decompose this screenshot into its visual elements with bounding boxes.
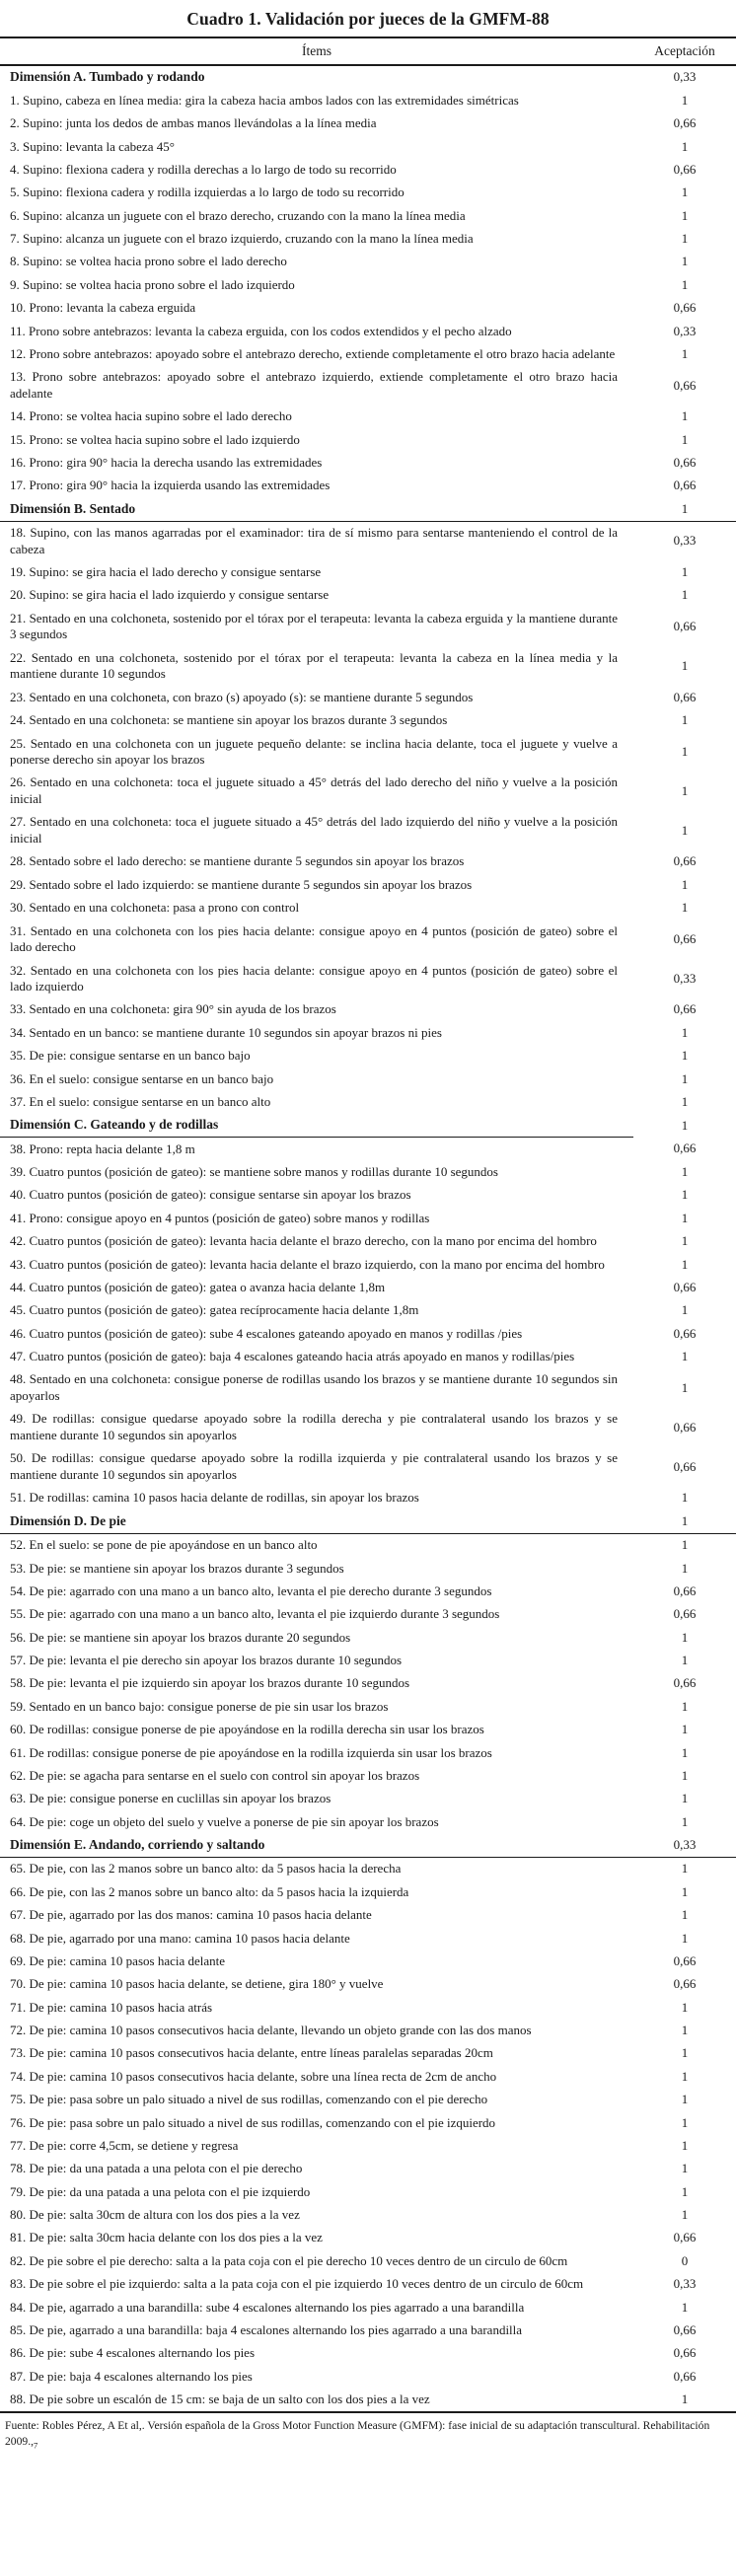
acceptance-value: 1: [681, 1379, 689, 1395]
dimension-row: [0, 497, 736, 521]
item-row: [0, 1581, 736, 1603]
acceptance-value: 0,66: [673, 689, 697, 704]
item-text: 33. Sentado en una colchoneta: gira 90° sin ayuda de los brazos: [10, 1001, 336, 1017]
acceptance-value: 1: [681, 1024, 689, 1040]
acceptance-value: 0,66: [673, 1279, 697, 1294]
item-row: [0, 89, 736, 111]
item-text: 84. De pie, agarrado a una barandilla: sube 4 escalones alternando los pies agarrado a una barandilla: [10, 2299, 525, 2315]
item-text: 16. Prono: gira 90° hacia la derecha usando las extremidades: [10, 454, 323, 470]
item-row: [0, 1207, 736, 1229]
item-row: [0, 2180, 736, 2203]
item-row: [0, 1021, 736, 1044]
acceptance-value: 1: [681, 1233, 689, 1249]
acceptance-value: 0,33: [673, 533, 697, 549]
item-row: [0, 228, 736, 251]
acceptance-value: 1: [681, 2207, 689, 2223]
acceptance-value: 1: [681, 1210, 689, 1225]
item-row: [0, 1672, 736, 1695]
reference-superscript: 7: [33, 2439, 38, 2450]
acceptance-value: 0,66: [673, 1976, 697, 1992]
acceptance-value: 0,66: [673, 1606, 697, 1622]
item-row: [0, 772, 736, 811]
acceptance-value: 1: [681, 1907, 689, 1923]
item-text: 2. Supino: junta los dedos de ambas manos llevándolas a la línea media: [10, 115, 377, 131]
acceptance-value: 1: [681, 782, 689, 798]
item-row: [0, 2342, 736, 2365]
source-note-text: Fuente: Robles Pérez, A Et al,. Versión española de la Gross Motor Function Measure (GMFM): fase inicial de su adaptación transcultural. Rehabilitación 2009.,: [5, 2419, 710, 2448]
item-row: [0, 452, 736, 475]
validation-table: [0, 37, 736, 2413]
item-text: 4. Supino: flexiona cadera y rodilla derechas a lo largo de todo su recorrido: [10, 161, 397, 177]
item-row: [0, 1138, 736, 1161]
acceptance-value: 1: [681, 1813, 689, 1829]
item-row: [0, 366, 736, 405]
acceptance-value: 1: [681, 1117, 689, 1133]
acceptance-value: 1: [681, 1744, 689, 1760]
item-text: 43. Cuatro puntos (posición de gateo): levanta hacia delante el brazo izquierdo, con la mano por encima del hombro: [10, 1256, 605, 1272]
item-text: 29. Sentado sobre el lado izquierdo: se mantiene durante 5 segundos sin apoyar los brazos: [10, 876, 473, 892]
item-row: [0, 2020, 736, 2042]
item-row: [0, 1277, 736, 1299]
item-row: [0, 2065, 736, 2088]
item-row: [0, 686, 736, 708]
item-text: 64. De pie: coge un objeto del suelo y vuelve a ponerse de pie sin apoyar los brazos: [10, 1813, 439, 1829]
acceptance-value: 1: [681, 1722, 689, 1737]
dimension-row: [0, 1114, 736, 1138]
item-row: [0, 873, 736, 896]
item-text: 30. Sentado en una colchoneta: pasa a prono con control: [10, 900, 300, 916]
acceptance-value: 1: [681, 1302, 689, 1318]
acceptance-value: 1: [681, 587, 689, 603]
item-text: 63. De pie: consigue ponerse en cuclillas sin apoyar los brazos: [10, 1791, 331, 1806]
item-row: [0, 2158, 736, 2180]
acceptance-value: 0,66: [673, 1419, 697, 1435]
acceptance-value: 1: [681, 2161, 689, 2176]
item-text: 70. De pie: camina 10 pasos hacia delante, se detiene, gira 180° y vuelve: [10, 1976, 384, 1992]
item-text: 51. De rodillas: camina 10 pasos hacia delante de rodillas, sin apoyar los brazos: [10, 1490, 419, 1506]
item-text: 87. De pie: baja 4 escalones alternando los pies: [10, 2368, 253, 2384]
acceptance-value: 1: [633, 1509, 736, 1533]
acceptance-value: 0: [681, 2252, 689, 2268]
item-row: [0, 920, 736, 959]
acceptance-value: 1: [681, 231, 689, 247]
item-text: 22. Sentado en una colchoneta, sostenido por el tórax por el terapeuta: levanta la cabeza en la línea media y la mantiene durante 10 segundos: [10, 649, 618, 682]
acceptance-value: 1: [681, 712, 689, 728]
item-text: 10. Prono: levanta la cabeza erguida: [10, 300, 196, 316]
item-row: [0, 1650, 736, 1672]
item-row: [0, 1091, 736, 1114]
acceptance-value: 1: [681, 138, 689, 154]
item-row: [0, 2249, 736, 2272]
acceptance-value: 0,66: [673, 1675, 697, 1691]
item-text: 80. De pie: salta 30cm de altura con los dos pies a la vez: [10, 2207, 300, 2223]
item-row: [0, 998, 736, 1021]
item-text: 36. En el suelo: consigue sentarse en un banco bajo: [10, 1070, 274, 1086]
item-text: 44. Cuatro puntos (posición de gateo): gatea o avanza hacia delante 1,8m: [10, 1279, 386, 1294]
acceptance-value: 1: [681, 2045, 689, 2061]
item-row: [0, 1765, 736, 1788]
item-row: [0, 475, 736, 497]
item-text: 19. Supino: se gira hacia el lado derecho y consigue sentarse: [10, 564, 322, 580]
item-row: [0, 1927, 736, 1950]
item-text: 13. Prono sobre antebrazos: apoyado sobre el antebrazo izquierdo, extiende completamente el otro brazo hacia adelante: [10, 369, 618, 401]
acceptance-value: 1: [681, 564, 689, 580]
item-text: 45. Cuatro puntos (posición de gateo): gatea recíprocamente hacia delante 1,8m: [10, 1302, 419, 1318]
item-row: [0, 1322, 736, 1345]
acceptance-value: 0,66: [673, 161, 697, 177]
item-row: [0, 811, 736, 850]
item-text: 46. Cuatro puntos (posición de gateo): sube 4 escalones gateando apoyado en manos y rodillas /pies: [10, 1325, 523, 1341]
item-text: 42. Cuatro puntos (posición de gateo): levanta hacia delante el brazo derecho, con la mano por encima del hombro: [10, 1233, 597, 1249]
acceptance-value: 1: [681, 1070, 689, 1086]
item-row: [0, 428, 736, 451]
acceptance-value: 0,33: [673, 323, 697, 338]
acceptance-value: 0,66: [673, 1325, 697, 1341]
item-text: 35. De pie: consigue sentarse en un banco bajo: [10, 1048, 251, 1064]
item-text: 65. De pie, con las 2 manos sobre un banco alto: da 5 pasos hacia la derecha: [10, 1861, 402, 1877]
item-text: 56. De pie: se mantiene sin apoyar los brazos durante 20 segundos: [10, 1629, 351, 1645]
item-row: [0, 1447, 736, 1487]
acceptance-value: 1: [681, 1698, 689, 1714]
item-text: 3. Supino: levanta la cabeza 45°: [10, 138, 175, 154]
item-text: 79. De pie: da una patada a una pelota con el pie izquierdo: [10, 2183, 311, 2199]
item-text: 32. Sentado en una colchoneta con los pies hacia delante: consigue apoyo en 4 puntos (posición de gateo) sobre el lado izquierdo: [10, 962, 618, 994]
item-text: 73. De pie: camina 10 pasos consecutivos hacia delante, entre líneas paralelas separadas 20cm: [10, 2045, 493, 2061]
item-row: [0, 1626, 736, 1649]
dimension-row: [0, 1509, 736, 1533]
item-text: 76. De pie: pasa sobre un palo situado a nivel de sus rodillas, comenzando con el pie izquierdo: [10, 2114, 496, 2130]
item-text: 53. De pie: se mantiene sin apoyar los brazos durante 3 segundos: [10, 1560, 344, 1576]
acceptance-value: 1: [681, 1791, 689, 1806]
acceptance-value: 0,33: [673, 69, 697, 85]
acceptance-value: 1: [681, 1930, 689, 1946]
item-text: 24. Sentado en una colchoneta: se mantiene sin apoyar los brazos durante 3 segundos: [10, 712, 448, 728]
item-text: Dimensión A. Tumbado y rodando: [10, 69, 205, 85]
acceptance-value: 1: [681, 1164, 689, 1180]
acceptance-value: 1: [681, 1187, 689, 1203]
item-text: 50. De rodillas: consigue quedarse apoyado sobre la rodilla izquierda y pie contralateral usando los brazos y se mantiene durante 10 segundos sin apoyarlos: [10, 1450, 618, 1483]
acceptance-value: 1: [681, 431, 689, 447]
item-text: 5. Supino: flexiona cadera y rodilla izquierdas a lo largo de todo su recorrido: [10, 184, 405, 200]
item-text: 41. Prono: consigue apoyo en 4 puntos (posición de gateo) sobre manos y rodillas: [10, 1210, 430, 1225]
acceptance-value: 1: [633, 2389, 736, 2412]
item-text: 40. Cuatro puntos (posición de gateo): consigue sentarse sin apoyar los brazos: [10, 1187, 411, 1203]
acceptance-value: 1: [681, 1093, 689, 1109]
item-text: 39. Cuatro puntos (posición de gateo): se mantiene sobre manos y rodillas durante 10 segundos: [10, 1164, 498, 1180]
acceptance-value: 1: [681, 1537, 689, 1553]
acceptance-value: 1: [681, 1560, 689, 1576]
acceptance-value: 1: [681, 276, 689, 292]
item-text: 20. Supino: se gira hacia el lado izquierdo y consigue sentarse: [10, 587, 330, 603]
acceptance-value: 1: [681, 2114, 689, 2130]
dimension-row: [0, 65, 736, 89]
item-text: 9. Supino: se voltea hacia prono sobre el lado izquierdo: [10, 276, 295, 292]
header-row: [0, 37, 736, 65]
item-row: [0, 1533, 736, 1557]
item-row: [0, 2111, 736, 2134]
acceptance-value: 1: [681, 1256, 689, 1272]
acceptance-value: 0,33: [673, 2276, 697, 2292]
acceptance-value: 1: [681, 184, 689, 200]
item-row: [0, 897, 736, 920]
acceptance-value: 0,66: [673, 2230, 697, 2245]
item-text: 47. Cuatro puntos (posición de gateo): baja 4 escalones gateando hacia atrás apoyado en manos y rodillas/pies: [10, 1349, 575, 1364]
item-text: 69. De pie: camina 10 pasos hacia delante: [10, 1952, 226, 1968]
acceptance-value: 1: [681, 1490, 689, 1506]
item-row: [0, 159, 736, 182]
item-row: [0, 1788, 736, 1810]
item-row: [0, 2089, 736, 2111]
acceptance-value: 1: [681, 92, 689, 108]
acceptance-value: 0,66: [673, 2368, 697, 2384]
item-row: [0, 1719, 736, 1741]
item-row: [0, 1741, 736, 1764]
acceptance-value: 1: [681, 900, 689, 916]
acceptance-value: 1: [681, 2068, 689, 2084]
acceptance-value: 0,66: [673, 478, 697, 493]
item-row: [0, 273, 736, 296]
item-text: Dimensión D. De pie: [0, 1509, 633, 1533]
acceptance-value: 1: [681, 743, 689, 759]
item-text: 31. Sentado en una colchoneta con los pies hacia delante: consigue apoyo en 4 puntos (posición de gateo) sobre el lado derecho: [10, 922, 618, 955]
item-row: [0, 607, 736, 646]
acceptance-value: 1: [681, 2092, 689, 2107]
item-row: [0, 1161, 736, 1184]
item-row: [0, 1184, 736, 1207]
item-row: [0, 1603, 736, 1626]
item-text: 88. De pie sobre un escalón de 15 cm: se baja de un salto con los dos pies a la vez: [0, 2389, 633, 2412]
item-row: [0, 182, 736, 204]
item-text: 83. De pie sobre el pie izquierdo: salta a la pata coja con el pie izquierdo 10 veces dentro de un circulo de 60cm: [10, 2276, 584, 2292]
item-row: [0, 135, 736, 158]
column-header-items: Ítems: [0, 37, 633, 65]
acceptance-value: 1: [681, 1767, 689, 1783]
item-text: 74. De pie: camina 10 pasos consecutivos hacia delante, sobre una línea recta de 2cm de ancho: [10, 2068, 497, 2084]
item-text: Dimensión B. Sentado: [0, 497, 633, 521]
item-row: [0, 2319, 736, 2342]
item-text: 15. Prono: se voltea hacia supino sobre el lado izquierdo: [10, 431, 300, 447]
acceptance-value: 0,66: [673, 377, 697, 393]
item-row: [0, 2389, 736, 2412]
acceptance-value: 1: [681, 1883, 689, 1899]
item-text: 81. De pie: salta 30cm hacia delante con los dos pies a la vez: [10, 2230, 323, 2245]
item-row: [0, 1880, 736, 1903]
item-row: [0, 1973, 736, 1996]
item-text: 8. Supino: se voltea hacia prono sobre el lado derecho: [10, 254, 287, 269]
acceptance-value: 0,66: [673, 619, 697, 634]
acceptance-value: 0,66: [673, 1141, 697, 1156]
item-text: 71. De pie: camina 10 pasos hacia atrás: [10, 1999, 213, 2015]
item-row: [0, 320, 736, 342]
acceptance-value: 1: [681, 822, 689, 838]
acceptance-value: 1: [681, 1629, 689, 1645]
item-text: 48. Sentado en una colchoneta: consigue ponerse de rodillas usando los brazos y se mantiene durante 10 segundos sin apoyarlos: [10, 1371, 618, 1404]
item-row: [0, 1996, 736, 2019]
source-note: [0, 2413, 736, 2459]
item-row: [0, 112, 736, 135]
item-row: [0, 1408, 736, 1447]
item-text: 59. Sentado en un banco bajo: consigue ponerse de pie sin usar los brazos: [10, 1698, 389, 1714]
item-row: [0, 1230, 736, 1253]
acceptance-value: 1: [681, 1861, 689, 1877]
item-row: [0, 1045, 736, 1067]
acceptance-value: 0,66: [673, 115, 697, 131]
item-row: [0, 343, 736, 366]
item-row: [0, 646, 736, 686]
item-text: 77. De pie: corre 4,5cm, se detiene y regresa: [10, 2137, 239, 2153]
item-row: [0, 1695, 736, 1718]
item-text: 34. Sentado en un banco: se mantiene durante 10 segundos sin apoyar brazos ni pies: [10, 1024, 442, 1040]
acceptance-value: 1: [681, 1653, 689, 1668]
acceptance-value: 1: [681, 1048, 689, 1064]
acceptance-value: 0,66: [673, 1952, 697, 1968]
item-text: 25. Sentado en una colchoneta con un juguete pequeño delante: se inclina hacia delante, toca el juguete y vuelve a ponerse derecho sin apoyar los brazos: [10, 735, 618, 768]
item-text: 7. Supino: alcanza un juguete con el brazo izquierdo, cruzando con la mano la línea media: [10, 231, 474, 247]
item-text: 66. De pie, con las 2 manos sobre un banco alto: da 5 pasos hacia la izquierda: [10, 1883, 409, 1899]
item-text: 11. Prono sobre antebrazos: levanta la cabeza erguida, con los codos extendidos y el pecho alzado: [10, 323, 512, 338]
table-header: [0, 37, 736, 65]
item-row: [0, 1810, 736, 1833]
item-text: 38. Prono: repta hacia delante 1,8 m: [10, 1141, 195, 1156]
item-text: 55. De pie: agarrado con una mano a un banco alto, levanta el pie izquierdo durante 3 segundos: [10, 1606, 500, 1622]
item-row: [0, 1253, 736, 1276]
item-row: [0, 561, 736, 584]
item-text: 27. Sentado en una colchoneta: toca el juguete situado a 45° detrás del lado izquierdo del niño y vuelve a la posición inicial: [10, 814, 618, 846]
item-row: [0, 2296, 736, 2318]
item-text: 67. De pie, agarrado por las dos manos: camina 10 pasos hacia delante: [10, 1907, 372, 1923]
item-row: [0, 1950, 736, 1973]
item-text: 49. De rodillas: consigue quedarse apoyado sobre la rodilla derecha y pie contralateral usando los brazos y se mantiene durante 10 segundos sin apoyarlos: [10, 1411, 618, 1443]
item-text: 6. Supino: alcanza un juguete con el brazo derecho, cruzando con la mano la línea media: [10, 207, 466, 223]
item-row: [0, 1904, 736, 1927]
item-text: 37. En el suelo: consigue sentarse en un banco alto: [10, 1093, 271, 1109]
item-row: [0, 1557, 736, 1580]
acceptance-value: 1: [633, 497, 736, 521]
item-row: [0, 521, 736, 560]
item-text: 54. De pie: agarrado con una mano a un banco alto, levanta el pie derecho durante 3 segundos: [10, 1582, 492, 1598]
item-row: [0, 709, 736, 732]
acceptance-value: 1: [681, 408, 689, 424]
item-text: Dimensión E. Andando, corriendo y saltando: [0, 1834, 633, 1858]
item-text: 78. De pie: da una patada a una pelota con el pie derecho: [10, 2161, 303, 2176]
item-row: [0, 1346, 736, 1368]
item-text: 14. Prono: se voltea hacia supino sobre el lado derecho: [10, 408, 292, 424]
item-row: [0, 2273, 736, 2296]
item-text: 26. Sentado en una colchoneta: toca el juguete situado a 45° detrás del lado derecho del niño y vuelve a la posición inicial: [10, 774, 618, 807]
acceptance-value: 1: [681, 1349, 689, 1364]
acceptance-value: 0,66: [673, 930, 697, 946]
acceptance-value: 0,33: [633, 1834, 736, 1858]
acceptance-value: 1: [681, 876, 689, 892]
item-row: [0, 850, 736, 873]
acceptance-value: 1: [681, 658, 689, 674]
acceptance-value: 0,66: [673, 2321, 697, 2337]
item-text: 58. De pie: levanta el pie izquierdo sin apoyar los brazos durante 10 segundos: [10, 1675, 410, 1691]
acceptance-value: 1: [681, 2299, 689, 2315]
item-row: [0, 2042, 736, 2065]
acceptance-value: 1: [681, 2183, 689, 2199]
item-text: 72. De pie: camina 10 pasos consecutivos hacia delante, llevando un objeto grande con las dos manos: [10, 2023, 532, 2038]
item-row: [0, 2135, 736, 2158]
dimension-row: [0, 1834, 736, 1858]
acceptance-value: 1: [681, 254, 689, 269]
item-row: [0, 1858, 736, 1881]
item-row: [0, 405, 736, 428]
item-text: 86. De pie: sube 4 escalones alternando los pies: [10, 2345, 256, 2361]
item-row: [0, 2227, 736, 2249]
acceptance-value: 1: [681, 2023, 689, 2038]
item-row: [0, 584, 736, 607]
column-header-acceptance: Aceptación: [633, 37, 736, 65]
item-text: 75. De pie: pasa sobre un palo situado a nivel de sus rodillas, comenzando con el pie derecho: [10, 2092, 488, 2107]
item-text: 82. De pie sobre el pie derecho: salta a la pata coja con el pie derecho 10 veces dentro de un circulo de 60cm: [10, 2252, 568, 2268]
acceptance-value: 0,66: [673, 454, 697, 470]
item-text: 28. Sentado sobre el lado derecho: se mantiene durante 5 segundos sin apoyar los brazos: [10, 853, 465, 869]
item-text: 1. Supino, cabeza en línea media: gira la cabeza hacia ambos lados con las extremidades simétricas: [10, 92, 519, 108]
acceptance-value: 1: [681, 2137, 689, 2153]
item-row: [0, 204, 736, 227]
item-text: 12. Prono sobre antebrazos: apoyado sobre el antebrazo derecho, extiende completamente el otro brazo hacia adelante: [10, 345, 616, 361]
item-text: 18. Supino, con las manos agarradas por el examinador: tira de sí mismo para sentarse manteniendo el control de la cabeza: [10, 525, 618, 556]
item-row: [0, 251, 736, 273]
acceptance-value: 0,66: [673, 300, 697, 316]
table-title: Cuadro 1. Validación por jueces de la GMFM-88: [186, 9, 550, 29]
item-text: 57. De pie: levanta el pie derecho sin apoyar los brazos durante 10 segundos: [10, 1653, 403, 1668]
acceptance-value: 1: [681, 1999, 689, 2015]
item-text: Dimensión C. Gateando y de rodillas: [0, 1114, 633, 1138]
acceptance-value: 0,66: [673, 1458, 697, 1474]
item-row: [0, 732, 736, 772]
acceptance-value: 0,33: [673, 970, 697, 986]
item-text: 60. De rodillas: consigue ponerse de pie apoyándose en la rodilla derecha sin usar los brazos: [10, 1722, 484, 1737]
item-row: [0, 1299, 736, 1322]
item-text: 85. De pie, agarrado a una barandilla: baja 4 escalones alternando los pies agarrado a una barandilla: [10, 2321, 523, 2337]
acceptance-value: 0,66: [673, 853, 697, 869]
acceptance-value: 1: [681, 207, 689, 223]
item-text: 23. Sentado en una colchoneta, con brazo (s) apoyado (s): se mantiene durante 5 segundos: [10, 689, 474, 704]
item-row: [0, 1487, 736, 1509]
item-text: 68. De pie, agarrado por una mano: camina 10 pasos hacia delante: [10, 1930, 350, 1946]
table-body: [0, 65, 736, 2412]
item-text: 52. En el suelo: se pone de pie apoyándose en un banco alto: [10, 1537, 318, 1553]
item-row: [0, 2365, 736, 2388]
acceptance-value: 1: [681, 345, 689, 361]
item-text: 61. De rodillas: consigue ponerse de pie apoyándose en la rodilla izquierda sin usar los brazos: [10, 1744, 492, 1760]
acceptance-value: 0,66: [673, 1582, 697, 1598]
item-text: 21. Sentado en una colchoneta, sostenido por el tórax por el terapeuta: levanta la cabeza erguida y la mantiene durante 3 segundos: [10, 610, 618, 642]
acceptance-value: 0,66: [673, 1001, 697, 1017]
item-row: [0, 2204, 736, 2227]
item-row: [0, 297, 736, 320]
item-text: 62. De pie: se agacha para sentarse en el suelo con control sin apoyar los brazos: [10, 1767, 420, 1783]
item-row: [0, 959, 736, 998]
item-text: 17. Prono: gira 90° hacia la izquierda usando las extremidades: [10, 478, 331, 493]
item-row: [0, 1067, 736, 1090]
acceptance-value: 0,66: [673, 2345, 697, 2361]
item-row: [0, 1368, 736, 1408]
